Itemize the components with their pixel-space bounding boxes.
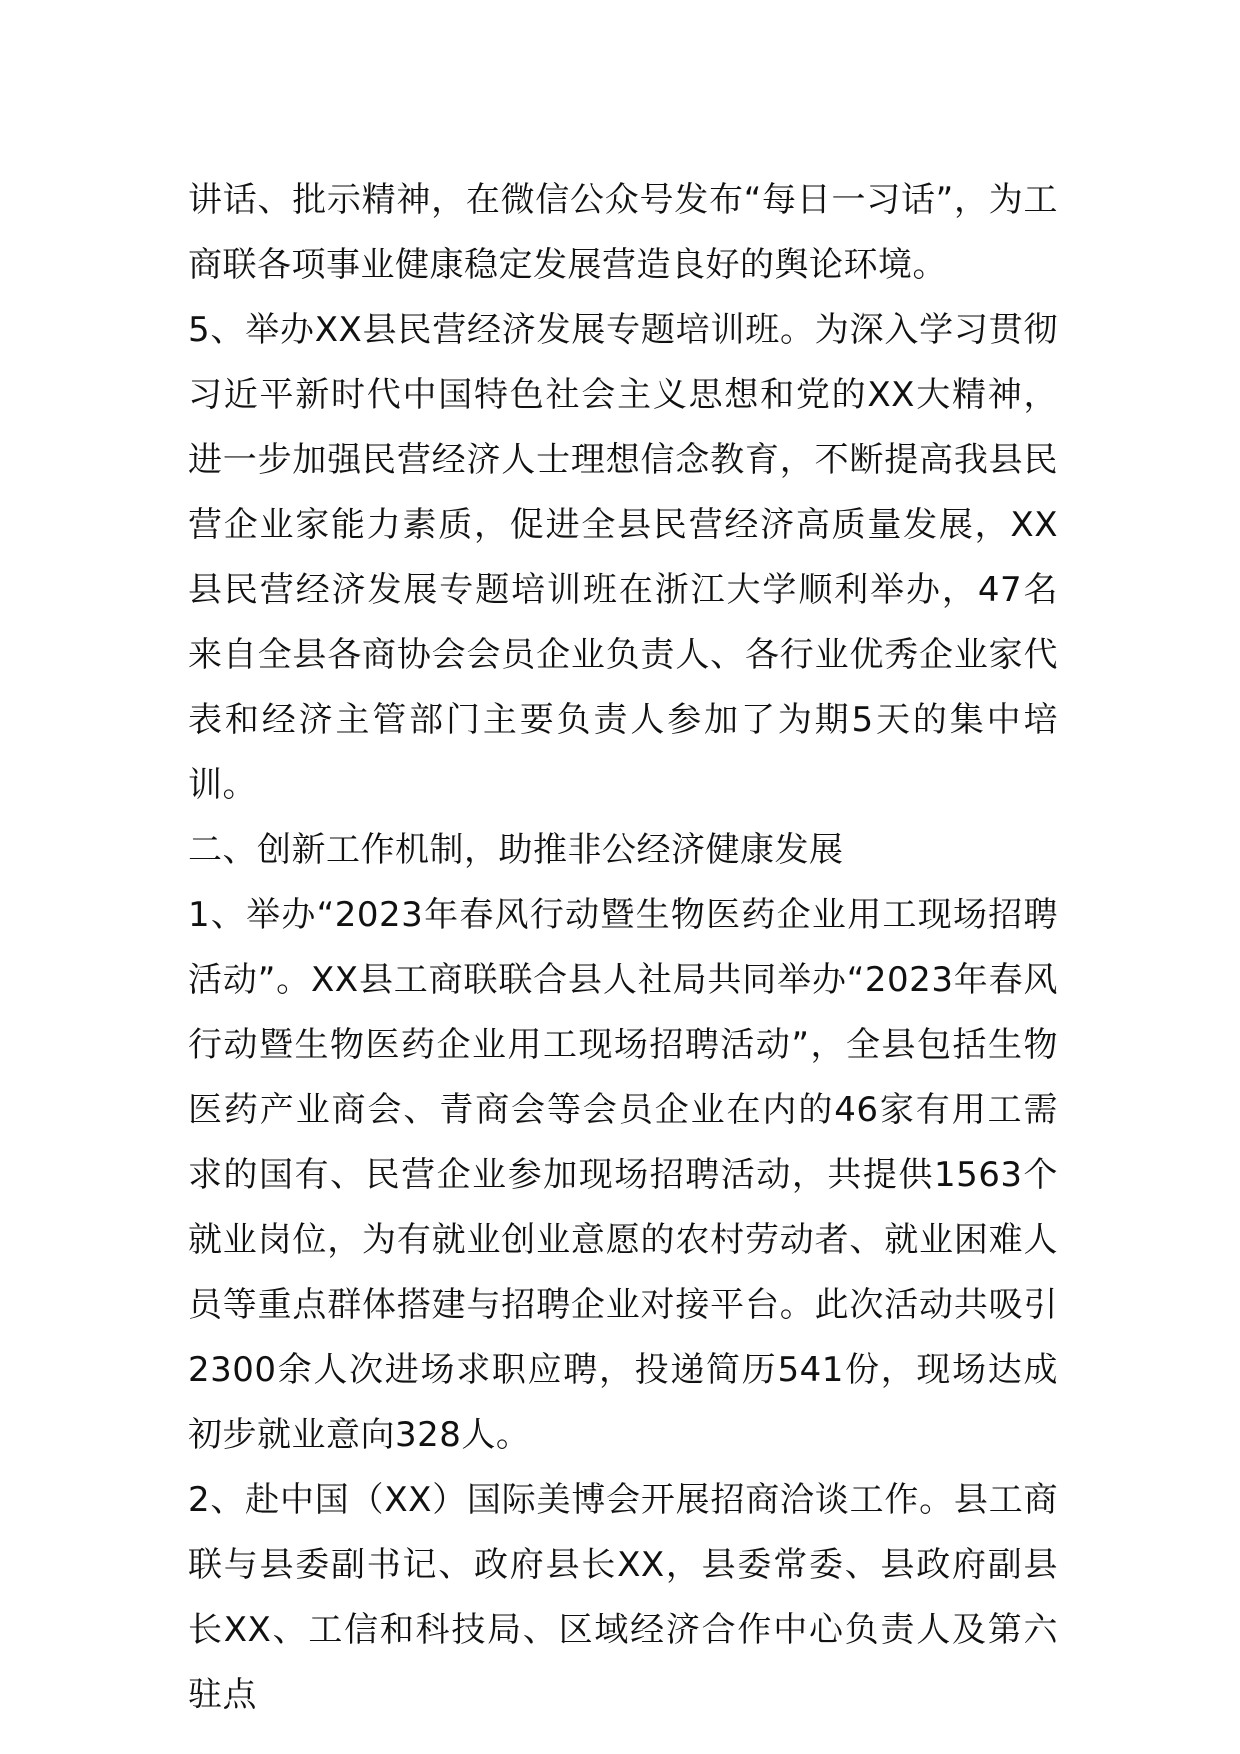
paragraph-continuation: 讲话、批示精神，在微信公众号发布“每日一习话”，为工商联各项事业健康稳定发展营造良好的舆论环境。: [188, 180, 1058, 285]
section-heading-2: 二、创新工作机制，助推非公经济健康发展: [188, 830, 844, 870]
paragraph-item-1-recruitment: 1、举办“2023年春风行动暨生物医药企业用工现场招聘活动”。XX县工商联联合县人社局共同举办“2023年春风行动暨生物医药企业用工现场招聘活动”，全县包括生物医药产业商会、青商会等会员企业在内的46家有用工需求的国有、民营企业参加现场招聘活动，共提供1563个就业岗位，为有就业创业意愿的农村劳动者、就业困难人员等重点群体搭建与招聘企业对接平台。此次活动共吸引2300余人次进场求职应聘，投递简历541份，现场达成初步就业意向328人。: [188, 895, 1058, 1455]
paragraph-item-5-training: 5、举办XX县民营经济发展专题培训班。为深入学习贯彻习近平新时代中国特色社会主义思想和党的XX大精神，进一步加强民营经济人士理想信念教育，不断提高我县民营企业家能力素质，促进全县民营经济高质量发展，XX县民营经济发展专题培训班在浙江大学顺利举办，47名来自全县各商协会会员企业负责人、各行业优秀企业家代表和经济主管部门主要负责人参加了为期5天的集中培训。: [188, 310, 1058, 805]
document-body: [188, 168, 1058, 1728]
paragraph-item-2-expo: 2、赴中国（XX）国际美博会开展招商洽谈工作。县工商联与县委副书记、政府县长XX，县委常委、县政府副县长XX、工信和科技局、区域经济合作中心负责人及第六驻点: [188, 1480, 1058, 1715]
